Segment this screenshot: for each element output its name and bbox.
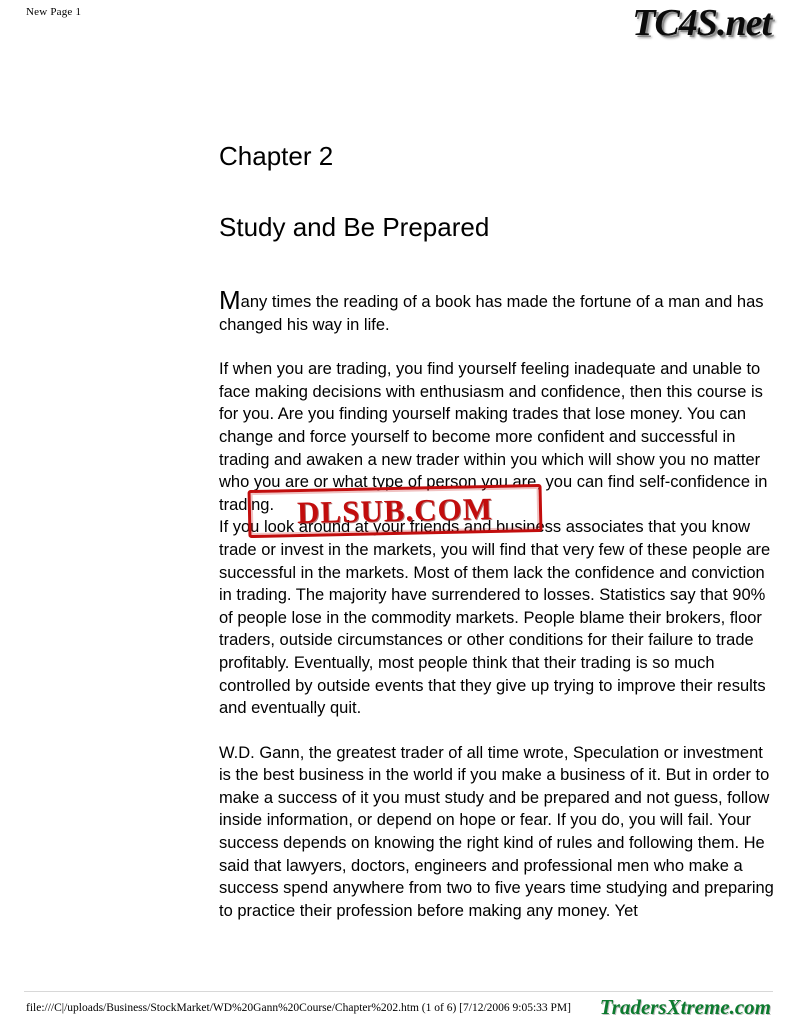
page-label: New Page 1	[26, 6, 82, 18]
footer-file-path: file:///C|/uploads/Business/StockMarket/WD%20Gann%20Course/Chapter%202.htm (1 of 6) [7/12/2006 9:05:33 PM]	[26, 1002, 571, 1014]
document-body	[219, 140, 775, 944]
chapter-title: Study and Be Prepared	[219, 211, 490, 242]
chapter-label: Chapter 2	[219, 141, 334, 171]
dropcap: M	[219, 285, 241, 315]
watermark-stamp-text: DLSUB.COM	[296, 490, 494, 531]
footer-divider	[24, 991, 773, 992]
watermark-stamp	[248, 484, 543, 538]
site-watermark: TC4S.net	[632, 2, 771, 44]
paragraph-confidence: If when you are trading, you find yourself feeling inadequate and unable to face making decisions with enthusiasm and confidence, then this course is for you. Are you finding yourself making trades that lose money. You can change and force yourself to become more confident and successful in trading and awaken a new trader within you which will show you no matter who you are or what type of person you are, you can find self-confidence in trading.	[219, 360, 768, 514]
paragraph-statistics: If you look around at your friends and business associates that you know trade or invest in the markets, you will find that very few of these people are successful in the markets. Most of them lack the confidence and conviction in trading. The majority have surrendered to losses. Statistics say that 90% of people lose in the commodity markets. People blame their brokers, floor traders, outside circumstances or other conditions for their failure to trade profitably. Eventually, most people think that their trading is so much controlled by outside events that they give up trying to improve their results and eventually quit.	[219, 518, 771, 718]
paragraph-intro	[219, 285, 775, 336]
paragraph-gann: W.D. Gann, the greatest trader of all time wrote, Speculation or investment is the best business in the world if you make a business of it. But in order to make a success of it you must study and be prepared and not guess, follow inside information, or depend on hope or fear. If you do, you will fail. Your success depends on knowing the right kind of rules and following them. He said that lawyers, doctors, engineers and professional men who make a success spend anywhere from two to five years time studying and preparing to practice their profession before making any money. Yet	[219, 743, 774, 920]
footer-brand: TradersXtreme.com	[599, 995, 771, 1019]
paragraph-text: any times the reading of a book has made the fortune of a man and has changed his way in life.	[219, 293, 764, 334]
